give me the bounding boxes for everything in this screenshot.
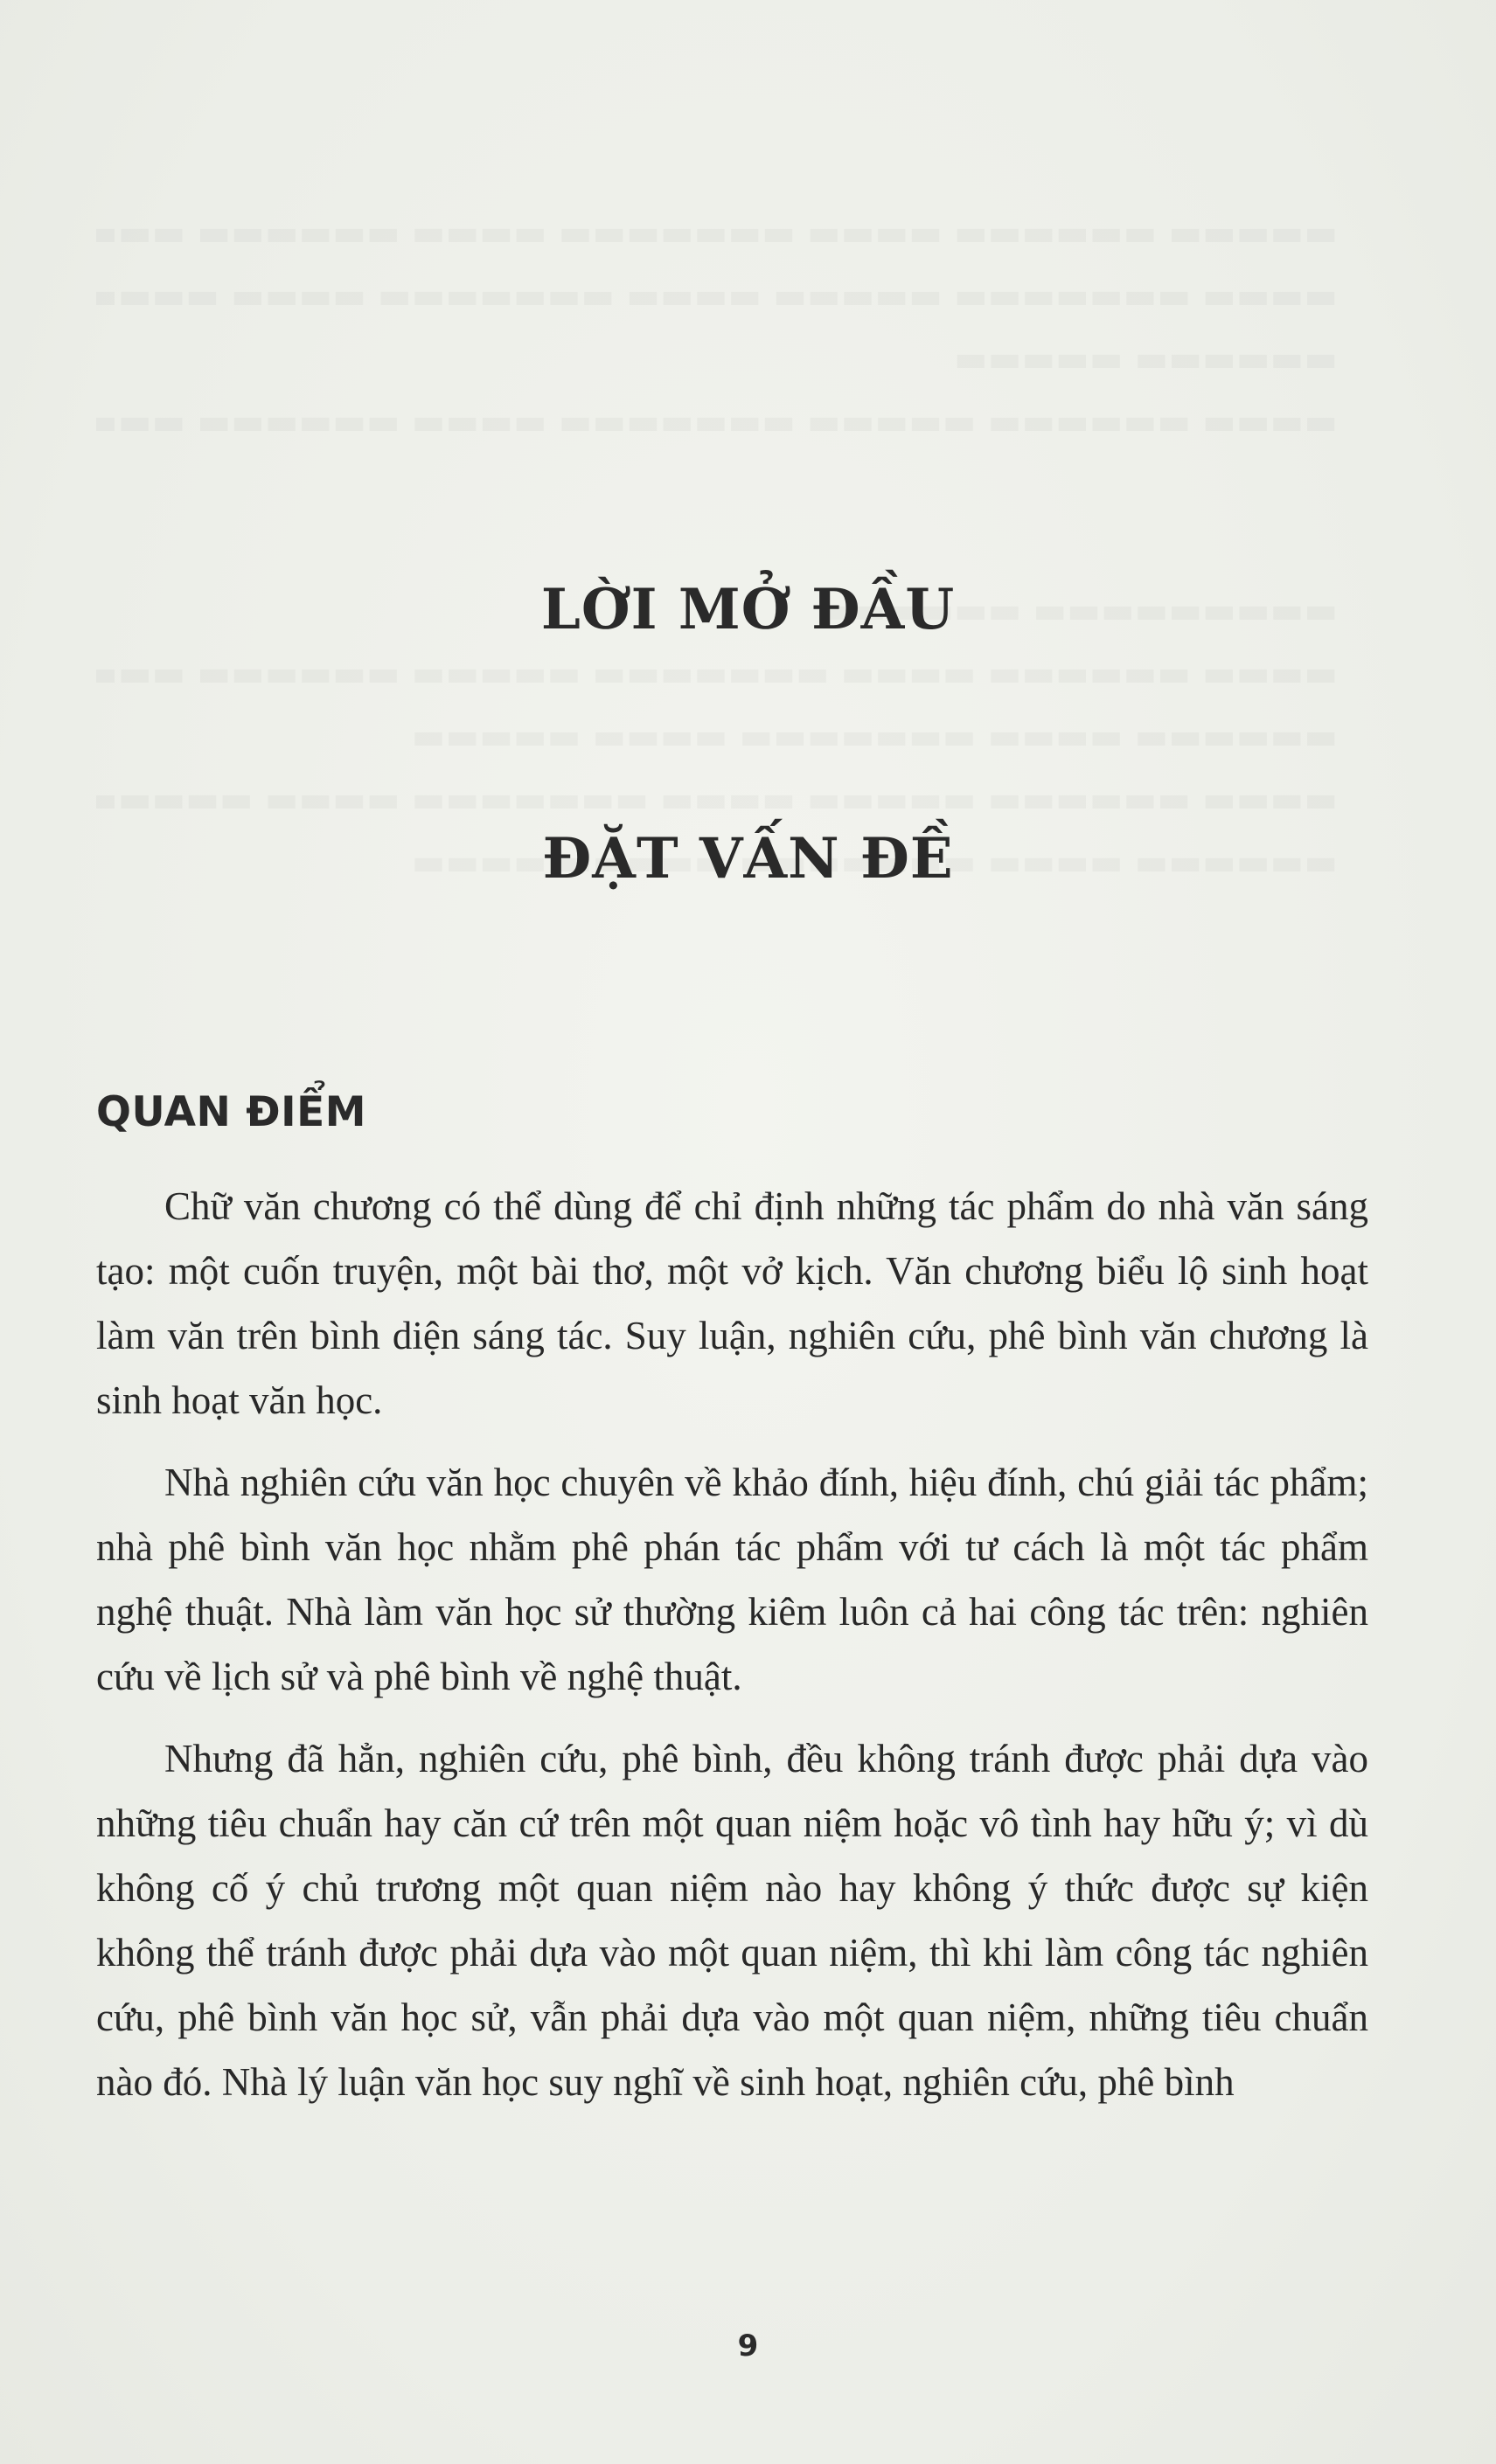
chapter-title: LỜI MỞ ĐẦU [540, 577, 956, 642]
section-heading: QUAN ĐIỂM [96, 1088, 366, 1136]
paragraph: Chữ văn chương có thể dùng để chỉ định những tác phẩm do nhà văn sáng tạo: một cuốn truyện, một bài thơ, một vở kịch. Văn chương biểu lộ sinh hoạt làm văn trên bình diện sáng tác. Suy luận, nghiên cứu, phê bình văn chương là sinh hoạt văn học. [96, 1184, 1368, 1422]
paragraph: Nhà nghiên cứu văn học chuyên về khảo đính, hiệu đính, chú giải tác phẩm; nhà phê bình văn học nhằm phê phán tác phẩm với tư cách là một tác phẩm nghệ thuật. Nhà làm văn học sử thường kiêm luôn cả hai công tác trên: nghiên cứu về lịch sử và phê bình về nghệ thuật. [96, 1461, 1368, 1698]
show-through-texture [96, 201, 1338, 893]
paragraph: Nhưng đã hẳn, nghiên cứu, phê bình, đều không tránh được phải dựa vào những tiêu chuẩn hay căn cứ trên một quan niệm hoặc vô tình hay hữu ý; vì dù không cố ý chủ trương một quan niệm nào hay không ý thức được sự kiện không thể tránh được phải dựa vào một quan niệm, thì khi làm công tác nghiên cứu, phê bình văn học sử, vẫn phải dựa vào một quan niệm, những tiêu chuẩn nào đó. Nhà lý luận văn học suy nghĩ về sinh hoạt, nghiên cứu, phê bình [96, 1737, 1368, 2104]
page-number: 9 [737, 2329, 759, 2363]
chapter-subtitle: ĐẶT VẤN ĐỀ [542, 826, 954, 892]
body-text [96, 1174, 1368, 2132]
